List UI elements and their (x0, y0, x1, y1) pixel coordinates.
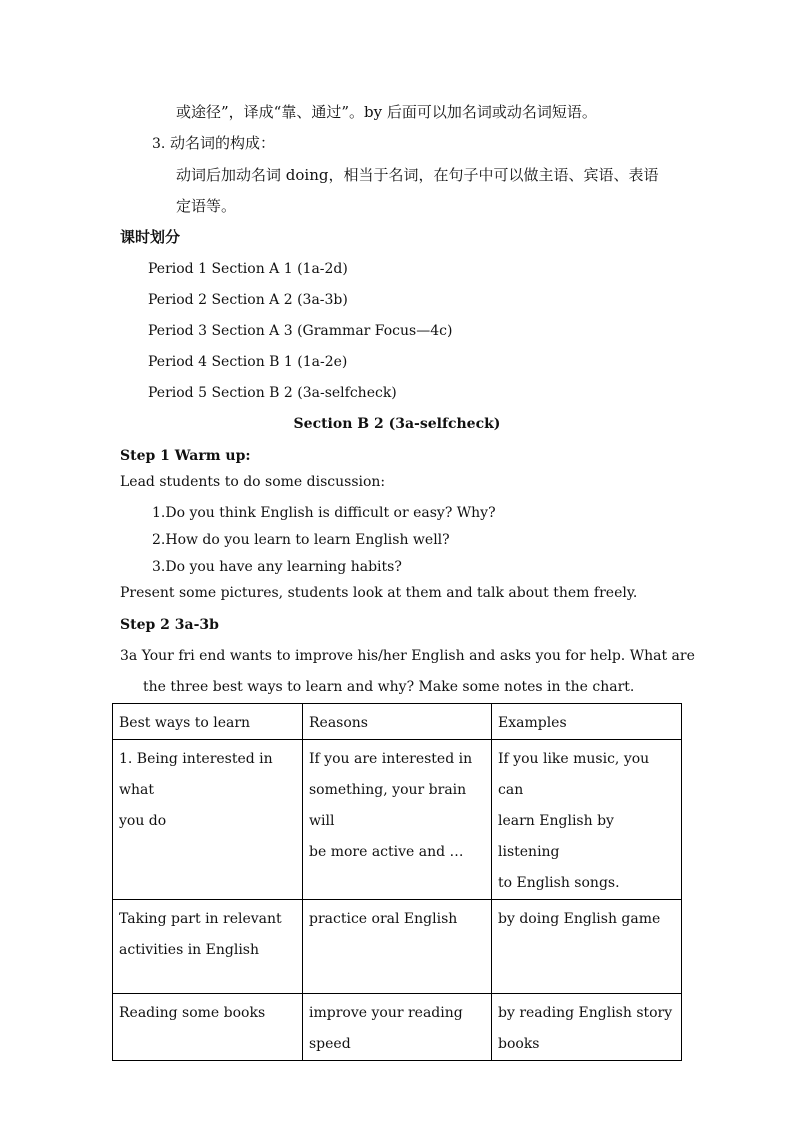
cell-line: learn English by listening (498, 813, 614, 860)
table-cell-example (492, 740, 682, 900)
cell-line: improve your reading (309, 1005, 463, 1021)
section-title: Section B 2 (3a-selfcheck) (293, 416, 501, 432)
task-line-1: 3a Your fri end wants to improve his/her English and asks you for help. What are (120, 648, 695, 664)
period-line: Period 1 Section A 1 (1a-2d) (148, 261, 348, 277)
schedule-heading: 课时划分 (120, 228, 181, 246)
cell-line: If you like music, you can (498, 751, 650, 798)
period-line: Period 5 Section B 2 (3a-selfcheck) (148, 385, 397, 401)
table-row (113, 994, 682, 1061)
discussion-question: 1.Do you think English is difficult or easy? Why? (152, 505, 496, 521)
cell-line: be more active and … (309, 844, 464, 860)
cell-line: If you are interested in (309, 751, 473, 767)
column-header-ways: Best ways to learn (113, 704, 303, 740)
table-cell-example (492, 994, 682, 1061)
item-3-number: 3. (152, 136, 166, 152)
step-1-present: Present some pictures, students look at them and talk about them freely. (120, 585, 638, 601)
cell-line: speed (309, 1036, 351, 1052)
intro-line-1: 或途径”，译成“靠、通过”。by 后面可以加名词或动名词短语。 (176, 103, 597, 121)
task-line-2: the three best ways to learn and why? Make some notes in the chart. (143, 679, 635, 695)
table-row (113, 740, 682, 900)
item-3-title: 动名词的构成： (170, 134, 276, 152)
notes-chart (112, 703, 682, 1061)
table-cell-way (113, 740, 303, 900)
discussion-question: 2.How do you learn to learn English well? (152, 532, 450, 548)
discussion-question: 3.Do you have any learning habits? (152, 559, 402, 575)
cell-line: to English songs. (498, 875, 620, 891)
cell-line: something, your brain will (309, 782, 467, 829)
cell-line: activities in English (119, 942, 259, 958)
table-cell-example (492, 900, 682, 994)
cell-line: Reading some books (119, 1005, 266, 1021)
table-header-row (113, 704, 682, 740)
table-cell-way (113, 900, 303, 994)
step-2-heading: Step 2 3a-3b (120, 617, 219, 633)
period-line: Period 3 Section A 3 (Grammar Focus—4c) (148, 323, 453, 339)
step-1-lead: Lead students to do some discussion: (120, 474, 386, 490)
column-header-examples: Examples (492, 704, 682, 740)
step-1-heading: Step 1 Warm up: (120, 448, 251, 464)
period-line: Period 4 Section B 1 (1a-2e) (148, 354, 348, 370)
cell-line: by reading English story (498, 1005, 673, 1021)
cell-line: by doing English game (498, 911, 661, 927)
cell-line: practice oral English (309, 911, 458, 927)
cell-line: you do (119, 813, 167, 829)
table-cell-reason (303, 740, 492, 900)
cell-line: books (498, 1036, 540, 1052)
item-3-line-1: 动词后加动名词 doing，相当于名词，在句子中可以做主语、宾语、表语 (176, 166, 659, 184)
table-cell-reason (303, 994, 492, 1061)
cell-line: 1. Being interested in what (119, 751, 273, 798)
column-header-reasons: Reasons (303, 704, 492, 740)
table-cell-way (113, 994, 303, 1061)
item-3-line-2: 定语等。 (176, 197, 237, 215)
table-cell-reason (303, 900, 492, 994)
cell-line: Taking part in relevant (119, 911, 282, 927)
table-row (113, 900, 682, 994)
period-line: Period 2 Section A 2 (3a-3b) (148, 292, 348, 308)
